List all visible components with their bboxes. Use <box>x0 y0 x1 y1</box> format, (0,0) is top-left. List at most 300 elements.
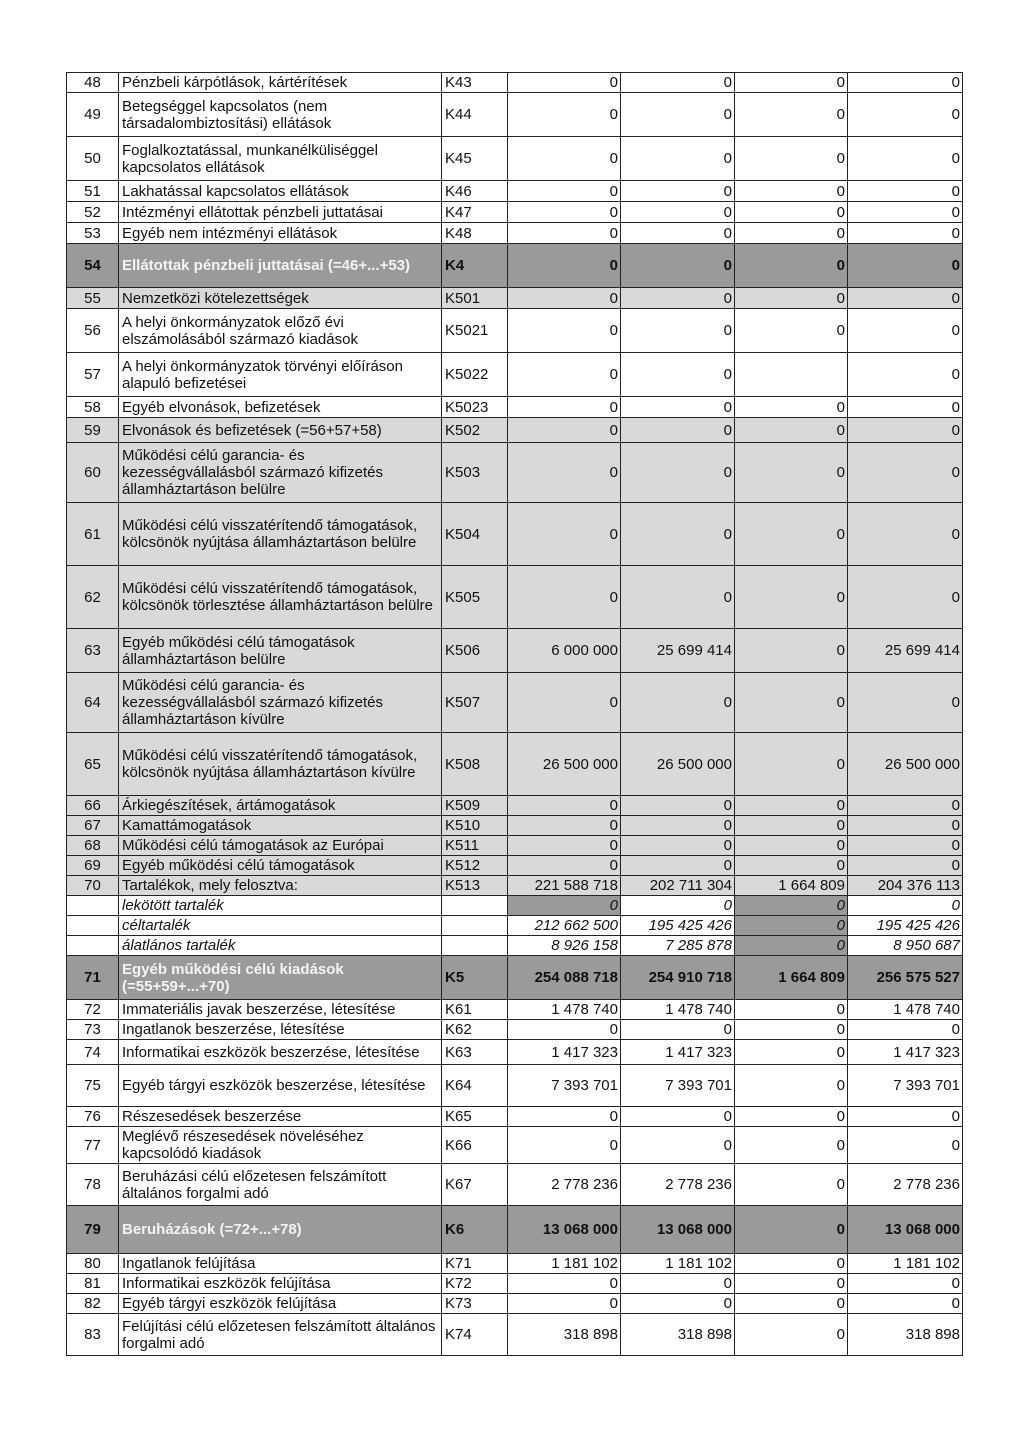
value-cell-3: 0 <box>735 137 848 181</box>
row-description: A helyi önkormányzatok törvényi előíráson alapuló befizetései <box>119 353 442 397</box>
row-number: 74 <box>67 1040 119 1065</box>
value-cell-4: 0 <box>848 856 963 876</box>
value-cell-1: 0 <box>508 1107 621 1127</box>
row-code: K44 <box>442 93 508 137</box>
value-cell-4: 204 376 113 <box>848 876 963 896</box>
row-code: K512 <box>442 856 508 876</box>
value-cell-2: 13 068 000 <box>621 1206 735 1254</box>
row-number: 61 <box>67 503 119 566</box>
row-code: K63 <box>442 1040 508 1065</box>
value-cell-2: 0 <box>621 244 735 288</box>
table-row <box>67 137 963 181</box>
value-cell-1: 0 <box>508 397 621 418</box>
value-cell-4: 0 <box>848 503 963 566</box>
value-cell-2: 0 <box>621 796 735 816</box>
row-number: 81 <box>67 1274 119 1294</box>
row-description: Elvonások és befizetések (=56+57+58) <box>119 418 442 443</box>
row-code: K511 <box>442 836 508 856</box>
table-row <box>67 418 963 443</box>
value-cell-4: 26 500 000 <box>848 733 963 796</box>
row-description: Beruházások (=72+...+78) <box>119 1206 442 1254</box>
value-cell-1: 0 <box>508 309 621 353</box>
value-cell-4: 1 417 323 <box>848 1040 963 1065</box>
value-cell-4: 7 393 701 <box>848 1065 963 1107</box>
row-number: 80 <box>67 1254 119 1274</box>
table-row <box>67 1065 963 1107</box>
row-number: 67 <box>67 816 119 836</box>
value-cell-3: 0 <box>735 1164 848 1206</box>
table-row <box>67 1000 963 1020</box>
row-description: Működési célú visszatérítendő támogatások, kölcsönök nyújtása államháztartáson belülre <box>119 503 442 566</box>
row-description: Egyéb működési célú támogatások államháztartáson belülre <box>119 629 442 673</box>
row-code: K503 <box>442 443 508 503</box>
row-number: 69 <box>67 856 119 876</box>
value-cell-2: 0 <box>621 856 735 876</box>
table-row <box>67 202 963 223</box>
row-number <box>67 936 119 956</box>
row-code <box>442 936 508 956</box>
value-cell-3: 0 <box>735 223 848 244</box>
value-cell-1: 1 478 740 <box>508 1000 621 1020</box>
row-description: Immateriális javak beszerzése, létesítése <box>119 1000 442 1020</box>
row-code: K5022 <box>442 353 508 397</box>
table-row <box>67 936 963 956</box>
value-cell-1: 0 <box>508 181 621 202</box>
value-cell-4: 0 <box>848 816 963 836</box>
row-code: K506 <box>442 629 508 673</box>
value-cell-2: 0 <box>621 566 735 629</box>
value-cell-3: 0 <box>735 1294 848 1314</box>
value-cell-2: 0 <box>621 836 735 856</box>
row-number <box>67 916 119 936</box>
row-number: 52 <box>67 202 119 223</box>
value-cell-4: 0 <box>848 1107 963 1127</box>
value-cell-1: 1 181 102 <box>508 1254 621 1274</box>
table-row <box>67 288 963 309</box>
value-cell-4: 2 778 236 <box>848 1164 963 1206</box>
row-number: 78 <box>67 1164 119 1206</box>
value-cell-4: 0 <box>848 397 963 418</box>
row-number: 66 <box>67 796 119 816</box>
value-cell-4: 8 950 687 <box>848 936 963 956</box>
budget-table <box>66 72 963 1356</box>
value-cell-4: 0 <box>848 73 963 93</box>
row-description: Egyéb tárgyi eszközök felújítása <box>119 1294 442 1314</box>
row-code: K67 <box>442 1164 508 1206</box>
row-code: K501 <box>442 288 508 309</box>
value-cell-4: 25 699 414 <box>848 629 963 673</box>
value-cell-2: 2 778 236 <box>621 1164 735 1206</box>
value-cell-2: 0 <box>621 418 735 443</box>
value-cell-3: 0 <box>735 733 848 796</box>
row-description: Kamattámogatások <box>119 816 442 836</box>
row-number: 82 <box>67 1294 119 1314</box>
value-cell-1: 0 <box>508 673 621 733</box>
value-cell-1: 0 <box>508 137 621 181</box>
row-code: K72 <box>442 1274 508 1294</box>
row-code: K61 <box>442 1000 508 1020</box>
value-cell-2: 1 417 323 <box>621 1040 735 1065</box>
row-code: K66 <box>442 1127 508 1164</box>
table-row <box>67 1294 963 1314</box>
value-cell-1: 0 <box>508 796 621 816</box>
row-number: 51 <box>67 181 119 202</box>
value-cell-4: 318 898 <box>848 1314 963 1356</box>
row-number: 77 <box>67 1127 119 1164</box>
row-description: Részesedések beszerzése <box>119 1107 442 1127</box>
row-code: K5021 <box>442 309 508 353</box>
table-body <box>67 73 963 1356</box>
value-cell-4: 0 <box>848 796 963 816</box>
row-code: K64 <box>442 1065 508 1107</box>
table-row <box>67 876 963 896</box>
value-cell-1: 0 <box>508 896 621 916</box>
row-number: 75 <box>67 1065 119 1107</box>
value-cell-3: 0 <box>735 1040 848 1065</box>
row-code: K71 <box>442 1254 508 1274</box>
row-number: 70 <box>67 876 119 896</box>
table-row <box>67 896 963 916</box>
row-code: K47 <box>442 202 508 223</box>
value-cell-3: 0 <box>735 1107 848 1127</box>
row-number: 48 <box>67 73 119 93</box>
value-cell-3 <box>735 353 848 397</box>
row-code: K505 <box>442 566 508 629</box>
table-row <box>67 629 963 673</box>
row-description: Foglalkoztatással, munkanélküliséggel kapcsolatos ellátások <box>119 137 442 181</box>
value-cell-2: 25 699 414 <box>621 629 735 673</box>
row-code: K48 <box>442 223 508 244</box>
value-cell-3: 0 <box>735 816 848 836</box>
row-number: 65 <box>67 733 119 796</box>
value-cell-2: 0 <box>621 93 735 137</box>
value-cell-4: 0 <box>848 896 963 916</box>
row-code: K5 <box>442 956 508 1000</box>
value-cell-3: 0 <box>735 1065 848 1107</box>
row-code: K510 <box>442 816 508 836</box>
row-description: Informatikai eszközök beszerzése, létesítése <box>119 1040 442 1065</box>
value-cell-3: 0 <box>735 566 848 629</box>
table-row <box>67 836 963 856</box>
row-number: 76 <box>67 1107 119 1127</box>
row-description: céltartalék <box>119 916 442 936</box>
row-number: 68 <box>67 836 119 856</box>
table-row <box>67 796 963 816</box>
row-description: Pénzbeli kárpótlások, kártérítések <box>119 73 442 93</box>
value-cell-2: 0 <box>621 816 735 836</box>
row-description: Egyéb tárgyi eszközök beszerzése, létesítése <box>119 1065 442 1107</box>
row-code: K62 <box>442 1020 508 1040</box>
table-row <box>67 1127 963 1164</box>
value-cell-4: 0 <box>848 836 963 856</box>
value-cell-2: 0 <box>621 181 735 202</box>
row-number: 49 <box>67 93 119 137</box>
value-cell-3: 0 <box>735 1274 848 1294</box>
value-cell-3: 0 <box>735 1254 848 1274</box>
row-number: 55 <box>67 288 119 309</box>
value-cell-3: 0 <box>735 1206 848 1254</box>
value-cell-4: 0 <box>848 181 963 202</box>
value-cell-4: 0 <box>848 1294 963 1314</box>
value-cell-3: 0 <box>735 73 848 93</box>
value-cell-3: 0 <box>735 936 848 956</box>
row-description: Meglévő részesedések növeléséhez kapcsolódó kiadások <box>119 1127 442 1164</box>
row-description: Lakhatással kapcsolatos ellátások <box>119 181 442 202</box>
value-cell-2: 0 <box>621 397 735 418</box>
value-cell-4: 195 425 426 <box>848 916 963 936</box>
value-cell-3: 0 <box>735 1000 848 1020</box>
row-description: Ingatlanok beszerzése, létesítése <box>119 1020 442 1040</box>
value-cell-3: 0 <box>735 836 848 856</box>
value-cell-4: 0 <box>848 137 963 181</box>
value-cell-2: 0 <box>621 202 735 223</box>
table-row <box>67 1206 963 1254</box>
row-code: K43 <box>442 73 508 93</box>
value-cell-3: 0 <box>735 244 848 288</box>
table-row <box>67 1107 963 1127</box>
table-row <box>67 1274 963 1294</box>
value-cell-2: 0 <box>621 353 735 397</box>
row-code: K74 <box>442 1314 508 1356</box>
value-cell-1: 0 <box>508 418 621 443</box>
value-cell-3: 0 <box>735 629 848 673</box>
table-row <box>67 1314 963 1356</box>
value-cell-1: 8 926 158 <box>508 936 621 956</box>
value-cell-4: 0 <box>848 673 963 733</box>
value-cell-3: 1 664 809 <box>735 956 848 1000</box>
value-cell-2: 7 393 701 <box>621 1065 735 1107</box>
row-description: Működési célú garancia- és kezességvállalásból származó kifizetés államháztartáson kívülre <box>119 673 442 733</box>
value-cell-2: 0 <box>621 288 735 309</box>
value-cell-3: 0 <box>735 202 848 223</box>
row-description: Működési célú támogatások az Európai <box>119 836 442 856</box>
value-cell-4: 0 <box>848 566 963 629</box>
table-row <box>67 1020 963 1040</box>
value-cell-1: 0 <box>508 288 621 309</box>
row-number: 79 <box>67 1206 119 1254</box>
row-number: 71 <box>67 956 119 1000</box>
value-cell-4: 0 <box>848 1274 963 1294</box>
row-description: Árkiegészítések, ártámogatások <box>119 796 442 816</box>
value-cell-2: 0 <box>621 1127 735 1164</box>
value-cell-2: 0 <box>621 673 735 733</box>
row-code: K4 <box>442 244 508 288</box>
table-row <box>67 93 963 137</box>
row-number: 73 <box>67 1020 119 1040</box>
row-description: A helyi önkormányzatok előző évi elszámolásából származó kiadások <box>119 309 442 353</box>
value-cell-1: 0 <box>508 1274 621 1294</box>
value-cell-4: 0 <box>848 202 963 223</box>
row-number: 50 <box>67 137 119 181</box>
value-cell-1: 0 <box>508 1020 621 1040</box>
value-cell-2: 195 425 426 <box>621 916 735 936</box>
row-description: Működési célú visszatérítendő támogatások, kölcsönök nyújtása államháztartáson kívülre <box>119 733 442 796</box>
row-code: K5023 <box>442 397 508 418</box>
row-number: 63 <box>67 629 119 673</box>
value-cell-3: 0 <box>735 503 848 566</box>
row-number: 59 <box>67 418 119 443</box>
value-cell-1: 26 500 000 <box>508 733 621 796</box>
row-number: 72 <box>67 1000 119 1020</box>
row-description: Informatikai eszközök felújítása <box>119 1274 442 1294</box>
value-cell-1: 0 <box>508 443 621 503</box>
value-cell-3: 0 <box>735 1020 848 1040</box>
row-code: K508 <box>442 733 508 796</box>
row-description: Működési célú visszatérítendő támogatások, kölcsönök törlesztése államháztartáson belülre <box>119 566 442 629</box>
value-cell-3: 0 <box>735 796 848 816</box>
value-cell-1: 0 <box>508 856 621 876</box>
row-number: 54 <box>67 244 119 288</box>
value-cell-2: 1 478 740 <box>621 1000 735 1020</box>
row-code: K507 <box>442 673 508 733</box>
value-cell-3: 0 <box>735 309 848 353</box>
table-row <box>67 1040 963 1065</box>
row-description: Tartalékok, mely felosztva: <box>119 876 442 896</box>
value-cell-1: 0 <box>508 836 621 856</box>
row-number: 58 <box>67 397 119 418</box>
value-cell-3: 0 <box>735 856 848 876</box>
row-description: Ellátottak pénzbeli juttatásai (=46+...+53) <box>119 244 442 288</box>
value-cell-1: 6 000 000 <box>508 629 621 673</box>
value-cell-3: 0 <box>735 288 848 309</box>
value-cell-2: 0 <box>621 137 735 181</box>
value-cell-1: 0 <box>508 353 621 397</box>
row-code: K509 <box>442 796 508 816</box>
value-cell-1: 0 <box>508 244 621 288</box>
value-cell-4: 256 575 527 <box>848 956 963 1000</box>
row-description: Felújítási célú előzetesen felszámított általános forgalmi adó <box>119 1314 442 1356</box>
value-cell-2: 0 <box>621 1294 735 1314</box>
value-cell-4: 0 <box>848 443 963 503</box>
row-description: Egyéb nem intézményi ellátások <box>119 223 442 244</box>
row-number <box>67 896 119 916</box>
value-cell-2: 0 <box>621 73 735 93</box>
row-number: 53 <box>67 223 119 244</box>
row-code: K73 <box>442 1294 508 1314</box>
value-cell-2: 26 500 000 <box>621 733 735 796</box>
table-row <box>67 1164 963 1206</box>
value-cell-1: 0 <box>508 816 621 836</box>
table-row <box>67 673 963 733</box>
value-cell-4: 0 <box>848 1020 963 1040</box>
value-cell-2: 1 181 102 <box>621 1254 735 1274</box>
row-description: Működési célú garancia- és kezességvállalásból származó kifizetés államháztartáson belülre <box>119 443 442 503</box>
value-cell-2: 202 711 304 <box>621 876 735 896</box>
row-code: K504 <box>442 503 508 566</box>
value-cell-4: 0 <box>848 353 963 397</box>
value-cell-2: 0 <box>621 1274 735 1294</box>
value-cell-1: 254 088 718 <box>508 956 621 1000</box>
value-cell-2: 318 898 <box>621 1314 735 1356</box>
table-row <box>67 916 963 936</box>
table-row <box>67 223 963 244</box>
row-description: Nemzetközi kötelezettségek <box>119 288 442 309</box>
row-description: Egyéb működési célú támogatások <box>119 856 442 876</box>
value-cell-3: 0 <box>735 673 848 733</box>
value-cell-4: 0 <box>848 1127 963 1164</box>
value-cell-4: 0 <box>848 418 963 443</box>
value-cell-1: 0 <box>508 1127 621 1164</box>
value-cell-3: 0 <box>735 1127 848 1164</box>
value-cell-1: 1 417 323 <box>508 1040 621 1065</box>
value-cell-2: 0 <box>621 443 735 503</box>
value-cell-1: 0 <box>508 1294 621 1314</box>
row-description: Intézményi ellátottak pénzbeli juttatásai <box>119 202 442 223</box>
table-row <box>67 181 963 202</box>
table-row <box>67 309 963 353</box>
row-description: Egyéb működési célú kiadások (=55+59+...+70) <box>119 956 442 1000</box>
row-code <box>442 916 508 936</box>
row-number: 60 <box>67 443 119 503</box>
value-cell-2: 0 <box>621 223 735 244</box>
value-cell-3: 0 <box>735 418 848 443</box>
value-cell-4: 0 <box>848 223 963 244</box>
row-description: Beruházási célú előzetesen felszámított általános forgalmi adó <box>119 1164 442 1206</box>
table-row <box>67 73 963 93</box>
value-cell-2: 0 <box>621 1020 735 1040</box>
row-code: K502 <box>442 418 508 443</box>
value-cell-3: 0 <box>735 397 848 418</box>
value-cell-3: 0 <box>735 93 848 137</box>
value-cell-4: 1 478 740 <box>848 1000 963 1020</box>
value-cell-3: 0 <box>735 443 848 503</box>
value-cell-3: 0 <box>735 181 848 202</box>
table-row <box>67 733 963 796</box>
table-row <box>67 397 963 418</box>
table-row <box>67 816 963 836</box>
row-code: K65 <box>442 1107 508 1127</box>
value-cell-3: 0 <box>735 896 848 916</box>
row-code: K46 <box>442 181 508 202</box>
value-cell-2: 7 285 878 <box>621 936 735 956</box>
value-cell-4: 0 <box>848 309 963 353</box>
value-cell-3: 0 <box>735 1314 848 1356</box>
value-cell-1: 0 <box>508 566 621 629</box>
value-cell-1: 0 <box>508 503 621 566</box>
row-number: 64 <box>67 673 119 733</box>
row-description: lekötött tartalék <box>119 896 442 916</box>
value-cell-2: 0 <box>621 896 735 916</box>
row-number: 62 <box>67 566 119 629</box>
value-cell-1: 0 <box>508 202 621 223</box>
value-cell-3: 1 664 809 <box>735 876 848 896</box>
value-cell-3: 0 <box>735 916 848 936</box>
value-cell-4: 0 <box>848 288 963 309</box>
row-code <box>442 896 508 916</box>
row-code: K45 <box>442 137 508 181</box>
row-number: 57 <box>67 353 119 397</box>
value-cell-1: 0 <box>508 223 621 244</box>
value-cell-2: 0 <box>621 1107 735 1127</box>
value-cell-2: 0 <box>621 309 735 353</box>
table-row <box>67 443 963 503</box>
table-row <box>67 503 963 566</box>
value-cell-2: 254 910 718 <box>621 956 735 1000</box>
row-number: 83 <box>67 1314 119 1356</box>
value-cell-4: 0 <box>848 93 963 137</box>
value-cell-4: 0 <box>848 244 963 288</box>
value-cell-1: 13 068 000 <box>508 1206 621 1254</box>
row-number: 56 <box>67 309 119 353</box>
table-row <box>67 956 963 1000</box>
value-cell-1: 0 <box>508 93 621 137</box>
value-cell-4: 1 181 102 <box>848 1254 963 1274</box>
table-row <box>67 1254 963 1274</box>
table-row <box>67 566 963 629</box>
row-code: K6 <box>442 1206 508 1254</box>
value-cell-1: 0 <box>508 73 621 93</box>
table-row <box>67 856 963 876</box>
